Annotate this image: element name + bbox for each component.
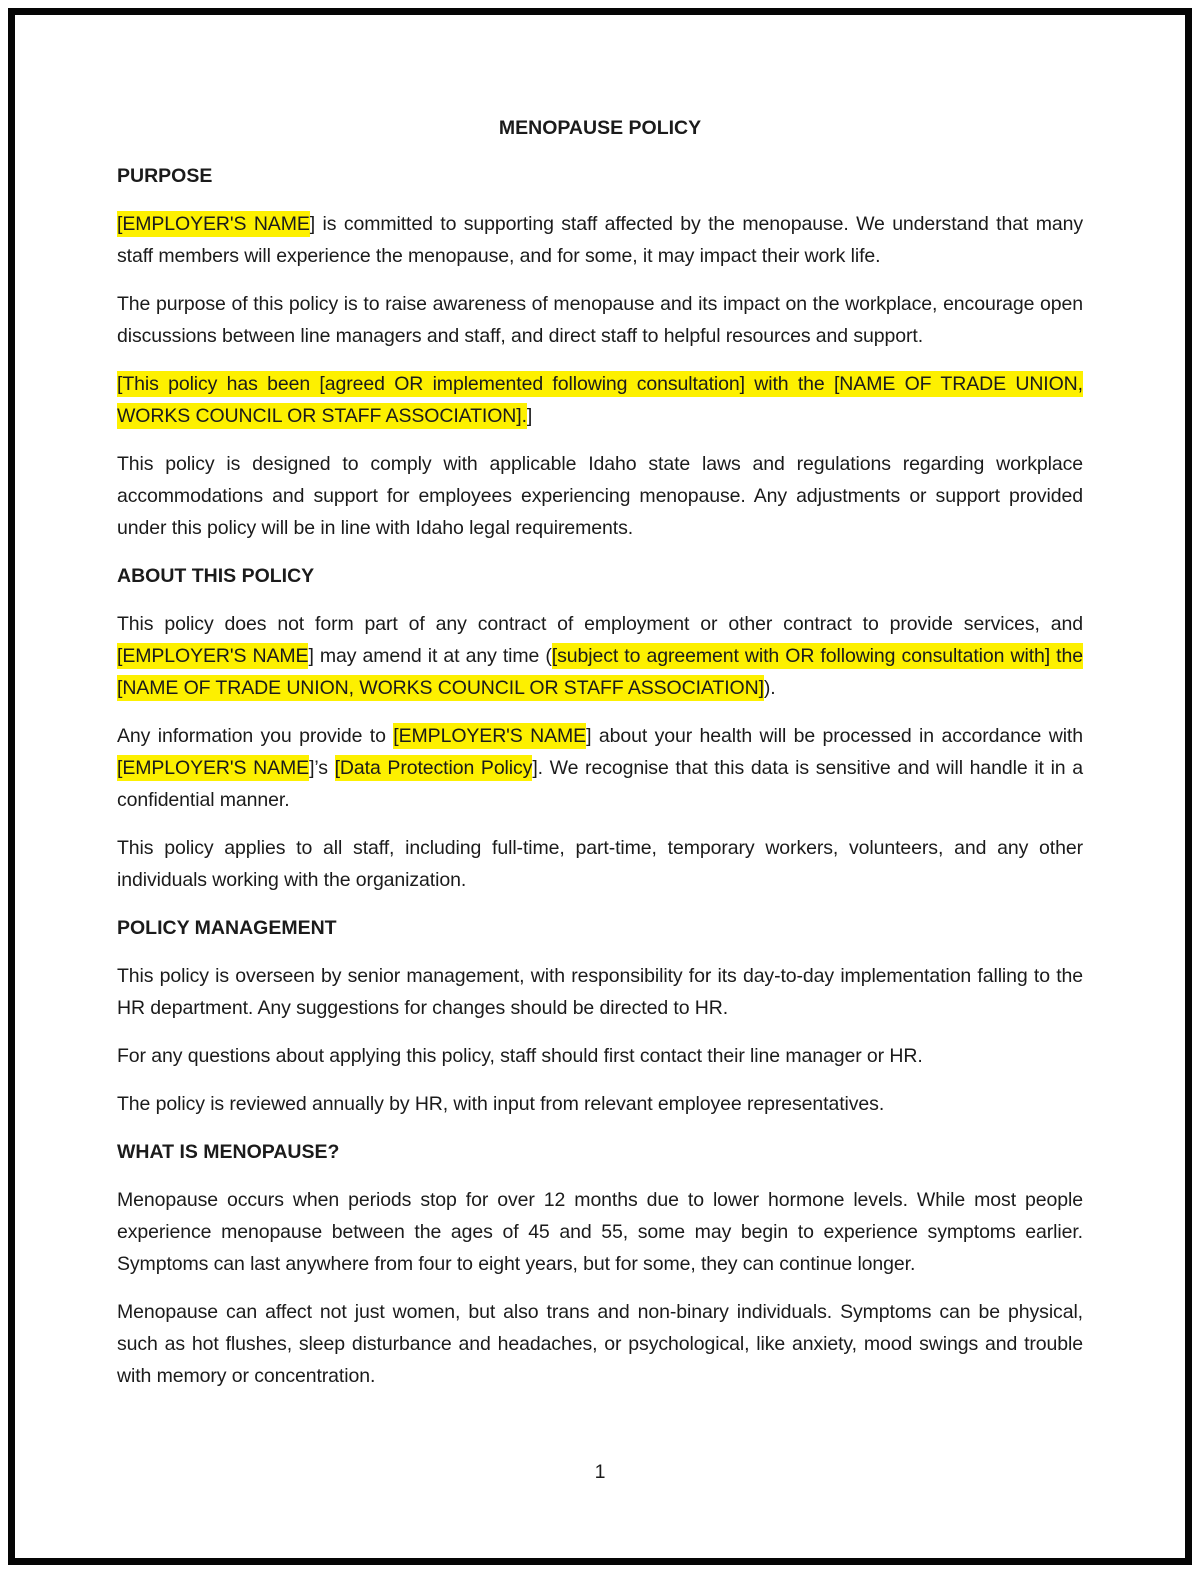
paragraph	[117, 208, 1083, 272]
text-run: The policy is reviewed annually by HR, with input from relevant employee representatives.	[117, 1093, 885, 1115]
text-run: ]. We recognise that this data is sensitive and will handle it in a confidential manner.	[117, 757, 1083, 811]
text-run: This policy is overseen by senior management, with responsibility for its day-to-day implementation falling to the HR department. Any suggestions for changes should be directed to HR.	[117, 965, 1083, 1019]
text-run: ).	[763, 677, 776, 699]
document-body	[117, 112, 1083, 1408]
paragraph	[117, 1296, 1083, 1392]
text-run: Menopause can affect not just women, but also trans and non-binary individuals. Symptoms can be physical, such as hot flushes, sleep disturbance and headaches, or psychological, like anxiety, mood swings and trouble with memory or concentration.	[117, 1301, 1083, 1387]
highlighted-text: [EMPLOYER'S NAME	[117, 645, 309, 667]
text-run: ] is committed to supporting staff affected by the menopause. We understand that many staff members will experience the menopause, and for some, it may impact their work life.	[117, 213, 1084, 267]
text-run: This policy does not form part of any contract of employment or other contract to provide services, and	[117, 613, 1083, 635]
text-run: ] about your health will be processed in accordance with	[586, 725, 1083, 747]
document-title: MENOPAUSE POLICY	[498, 117, 702, 139]
highlighted-text: [EMPLOYER'S NAME	[117, 757, 310, 779]
text-run: ]	[526, 405, 533, 427]
text-run: Any information you provide to	[117, 725, 394, 747]
paragraph	[117, 960, 1083, 1024]
section-heading-what-is-menopause: WHAT IS MENOPAUSE?	[117, 1141, 340, 1163]
highlighted-text: [EMPLOYER'S NAME	[393, 725, 587, 747]
paragraph	[117, 1184, 1083, 1280]
highlighted-text: [EMPLOYER'S NAME	[117, 213, 310, 235]
highlighted-text: [This policy has been [agreed OR implemented following consultation] with the [NAME OF TRADE UNION, WORKS COUNCIL OR STAFF ASSOCIATION].	[117, 373, 1083, 427]
highlighted-text: [subject to agreement with OR following consultation with] the [NAME OF TRADE UNION, WORKS COUNCIL OR STAFF ASSOCIATION]	[117, 645, 1083, 699]
paragraph	[117, 1040, 1083, 1072]
paragraph	[117, 832, 1083, 896]
paragraph	[117, 288, 1083, 352]
paragraph	[117, 1088, 1083, 1120]
page-number: 1	[594, 1461, 606, 1483]
text-run: This policy applies to all staff, including full-time, part-time, temporary workers, volunteers, and any other individuals working with the organization.	[117, 837, 1083, 891]
paragraph	[117, 368, 1083, 432]
text-run: Menopause occurs when periods stop for over 12 months due to lower hormone levels. While most people experience menopause between the ages of 45 and 55, some may begin to experience symptoms earlier. Symptoms can last anywhere from four to eight years, but for some, they can continue longer.	[117, 1189, 1083, 1275]
text-run: ] may amend it at any time (	[308, 645, 552, 667]
section-heading-about-this-policy: ABOUT THIS POLICY	[117, 565, 315, 587]
highlighted-text: [Data Protection Policy	[334, 757, 533, 779]
section-heading-policy-management: POLICY MANAGEMENT	[117, 917, 337, 939]
text-run: This policy is designed to comply with applicable Idaho state laws and regulations regarding workplace accommodations and support for employees experiencing menopause. Any adjustments or support provided under this policy will be in line with Idaho legal requirements.	[117, 453, 1083, 539]
text-run: ]’s	[309, 757, 335, 779]
text-run: For any questions about applying this policy, staff should first contact their line manager or HR.	[117, 1045, 923, 1067]
section-heading-purpose: PURPOSE	[117, 165, 213, 187]
text-run: The purpose of this policy is to raise awareness of menopause and its impact on the workplace, encourage open discussions between line managers and staff, and direct staff to helpful resources and support.	[117, 293, 1083, 347]
paragraph	[117, 448, 1083, 544]
paragraph	[117, 608, 1083, 704]
paragraph	[117, 720, 1083, 816]
